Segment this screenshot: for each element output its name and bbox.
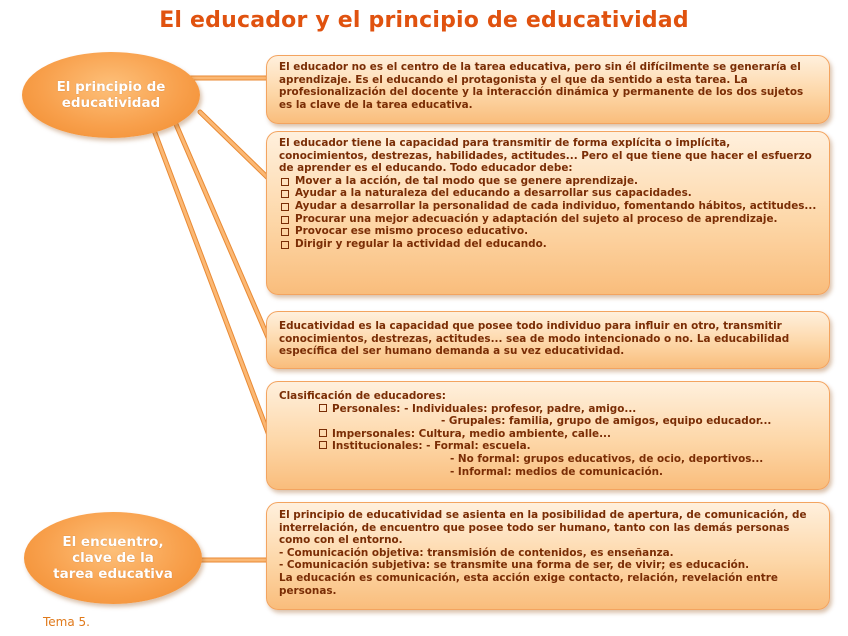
list-item: Ayudar a desarrollar la personalidad de cada individuo, fomentando hábitos, actitudes... — [279, 200, 819, 213]
box5-line1: - Comunicación objetiva: transmisión de contenidos, es enseñanza. — [279, 546, 674, 559]
box3-text: Educatividad es la capacidad que posee todo individuo para influir en otro, transmitir conocimientos, destrezas, actitudes... sea de modo intencionado o no. La educabilidad específica del ser humano demanda a su vez educatividad. — [279, 320, 790, 358]
box4-impersonales: Impersonales: Cultura, medio ambiente, calle... — [332, 427, 611, 440]
oval-principio-label: El principio de educatividad — [56, 79, 166, 111]
list-item: Mover a la acción, de tal modo que se genere aprendizaje. — [279, 175, 819, 188]
box-clasificacion-educadores — [266, 381, 830, 490]
box-capacidad-educador — [266, 131, 830, 295]
list-item: Procurar una mejor adecuación y adaptación del sujeto al proceso de aprendizaje. — [279, 213, 819, 226]
bullet-square — [319, 440, 332, 452]
box2-intro: El educador tiene la capacidad para transmitir de forma explícita o implícita, conocimientos, destrezas, habilidades, actitudes... Pero el que tiene que hacer el esfuerzo de aprender es el educando. Todo educador debe: — [279, 137, 812, 175]
box4-no-formal: - No formal: grupos educativos, de ocio, deportivos... — [450, 452, 764, 465]
box5-line2: - Comunicación subjetiva: se transmite una forma de ser, de vivir; es educación. — [279, 559, 750, 572]
box-educatividad-definicion — [266, 311, 830, 369]
box4-institucionales: Institucionales: - Formal: escuela. — [332, 440, 531, 453]
box5-outro: La educación es comunicación, esta acción exige contacto, relación, revelación entre personas. — [279, 571, 778, 597]
box1-text: El educador no es el centro de la tarea educativa, pero sin él difícilmente se generaría el aprendizaje. Es el educando el protagonista y el que da sentido a esta tarea. La profesionalización del docente y la interacción dinámica y permanente de los dos sujetos es la clave de la tarea educativa. — [279, 61, 804, 111]
bullet-square — [319, 403, 332, 415]
box4-grupales: - Grupales: familia, grupo de amigos, equipo educador... — [441, 415, 772, 428]
bullet-square — [319, 428, 332, 440]
oval-encuentro — [24, 512, 202, 604]
footer-tema: Tema 5. — [43, 615, 90, 629]
oval-principio-educatividad — [22, 52, 200, 138]
box-encuentro-comunicacion — [266, 502, 830, 610]
box-educador-centro — [266, 55, 830, 124]
box5-intro: El principio de educatividad se asienta en la posibilidad de apertura, de comunicación, de interrelación, de encuentro que posee todo ser humano, tanto con las demás personas como con el entorno. — [279, 509, 807, 547]
page-title: El educador y el principio de educatividad — [159, 8, 689, 33]
box4-personales: Personales: - Individuales: profesor, padre, amigo... — [332, 402, 637, 415]
list-item: Ayudar a la naturaleza del educando a desarrollar sus capacidades. — [279, 187, 819, 200]
box2-list — [279, 175, 819, 251]
list-item: Dirigir y regular la actividad del educando. — [279, 238, 819, 251]
box4-informal: - Informal: medios de comunicación. — [450, 465, 663, 478]
box4-heading: Clasificación de educadores: — [279, 390, 446, 402]
oval-encuentro-label: El encuentro, clave de la tarea educativa — [53, 534, 173, 582]
list-item: Provocar ese mismo proceso educativo. — [279, 225, 819, 238]
